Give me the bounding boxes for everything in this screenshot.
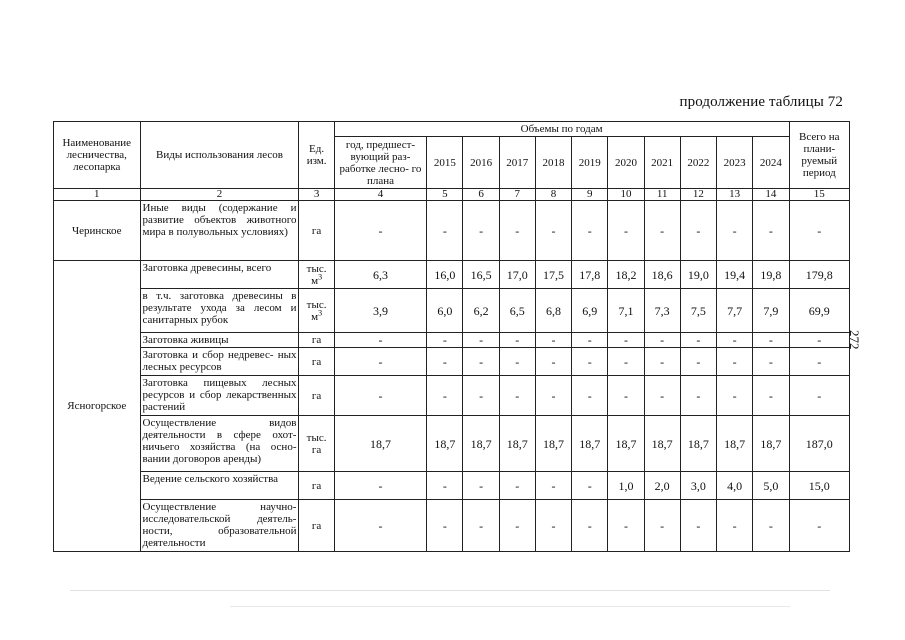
year-value: - <box>572 348 608 376</box>
table-row <box>54 500 850 552</box>
year-value: - <box>644 500 680 552</box>
year-value: 6,0 <box>427 289 463 333</box>
header-year: 2016 <box>463 137 499 189</box>
column-number: 11 <box>644 189 680 201</box>
unit <box>299 472 334 500</box>
year-value: - <box>535 500 571 552</box>
year-value: 18,7 <box>644 416 680 472</box>
table-row <box>54 201 850 261</box>
year-value: - <box>499 333 535 348</box>
year-value: - <box>680 348 716 376</box>
year-value: - <box>608 348 644 376</box>
year-value: - <box>680 500 716 552</box>
year-value: - <box>427 333 463 348</box>
column-number: 4 <box>334 189 427 201</box>
year-value: 6,3 <box>334 261 427 289</box>
table-row <box>54 333 850 348</box>
year-value: 3,0 <box>680 472 716 500</box>
header-year: 2015 <box>427 137 463 189</box>
year-value: - <box>717 500 753 552</box>
header-total: Всего на плани- руемый период <box>789 122 849 189</box>
year-value: - <box>717 201 753 261</box>
column-number-row <box>54 189 850 201</box>
year-value: - <box>608 333 644 348</box>
year-value: - <box>753 376 789 416</box>
column-number: 7 <box>499 189 535 201</box>
year-value: - <box>644 348 680 376</box>
year-value: - <box>535 201 571 261</box>
year-value: 18,7 <box>753 416 789 472</box>
unit-label: га <box>311 334 322 346</box>
year-value: 7,3 <box>644 289 680 333</box>
unit <box>299 289 334 333</box>
year-value: - <box>334 500 427 552</box>
year-value: 19,4 <box>717 261 753 289</box>
year-value: - <box>334 472 427 500</box>
header-year: 2021 <box>644 137 680 189</box>
column-number: 8 <box>535 189 571 201</box>
total-value: - <box>789 500 849 552</box>
year-value: - <box>753 201 789 261</box>
year-value: - <box>680 333 716 348</box>
year-value: - <box>535 348 571 376</box>
year-value: - <box>334 376 427 416</box>
use-type: Заготовка пищевых лесных ресурсов и сбор лекарственных растений <box>140 376 299 416</box>
year-value: - <box>717 376 753 416</box>
year-value: - <box>572 500 608 552</box>
unit-label: га <box>311 519 322 532</box>
year-value: - <box>753 500 789 552</box>
table-row <box>54 348 850 376</box>
column-number: 13 <box>717 189 753 201</box>
year-value: - <box>572 333 608 348</box>
year-value: 17,8 <box>572 261 608 289</box>
scan-artifact <box>230 606 790 607</box>
year-value: 7,9 <box>753 289 789 333</box>
year-value: - <box>463 333 499 348</box>
column-number: 5 <box>427 189 463 201</box>
year-value: 18,7 <box>334 416 427 472</box>
year-value: - <box>644 201 680 261</box>
column-number: 1 <box>54 189 141 201</box>
unit-superscript: 3 <box>318 271 323 281</box>
year-value: 18,7 <box>717 416 753 472</box>
total-value: 179,8 <box>789 261 849 289</box>
header-prev-year: год, предшест- вующий раз- работке лесно- го плана <box>334 137 427 189</box>
table-row <box>54 376 850 416</box>
year-value: - <box>753 333 789 348</box>
year-value: - <box>572 472 608 500</box>
year-value: - <box>572 201 608 261</box>
scan-artifact <box>70 590 830 591</box>
unit-label: га <box>311 355 322 368</box>
year-value: 1,0 <box>608 472 644 500</box>
year-value: 18,6 <box>644 261 680 289</box>
total-value: - <box>789 376 849 416</box>
year-value: 6,8 <box>535 289 571 333</box>
unit-label: тыс. м <box>306 298 327 323</box>
year-value: 7,1 <box>608 289 644 333</box>
year-value: - <box>572 376 608 416</box>
total-value: - <box>789 333 849 348</box>
use-type: Осуществление видов деятельности в сфере охот- ничьего хозяйства (на осно- вании договоров аренды) <box>140 416 299 472</box>
year-value: - <box>499 376 535 416</box>
year-value: 18,7 <box>463 416 499 472</box>
table-row <box>54 261 850 289</box>
year-value: - <box>717 348 753 376</box>
year-value: 6,2 <box>463 289 499 333</box>
table-body <box>54 201 850 552</box>
header-year: 2022 <box>680 137 716 189</box>
header-year: 2024 <box>753 137 789 189</box>
forestry-name: Ясногорское <box>54 261 141 552</box>
unit-label: тыс. м <box>306 262 327 287</box>
year-value: - <box>535 376 571 416</box>
year-value: - <box>644 333 680 348</box>
year-value: - <box>608 201 644 261</box>
year-value: - <box>608 500 644 552</box>
year-value: - <box>427 472 463 500</box>
column-number: 12 <box>680 189 716 201</box>
unit <box>299 333 334 348</box>
year-value: - <box>499 472 535 500</box>
column-number: 9 <box>572 189 608 201</box>
year-value: 18,2 <box>608 261 644 289</box>
year-value: - <box>427 376 463 416</box>
unit <box>299 261 334 289</box>
column-number: 3 <box>299 189 334 201</box>
year-value: - <box>680 376 716 416</box>
year-value: 18,7 <box>680 416 716 472</box>
year-value: - <box>499 348 535 376</box>
header-year: 2023 <box>717 137 753 189</box>
forestry-name: Черинское <box>54 201 141 261</box>
unit <box>299 376 334 416</box>
year-value: 5,0 <box>753 472 789 500</box>
year-value: 16,5 <box>463 261 499 289</box>
unit <box>299 500 334 552</box>
unit <box>299 416 334 472</box>
year-value: 6,5 <box>499 289 535 333</box>
year-value: 18,7 <box>608 416 644 472</box>
header-volumes-by-year: Объемы по годам <box>334 122 789 137</box>
table-caption: продолжение таблицы 72 <box>679 94 843 110</box>
column-number: 2 <box>140 189 299 201</box>
year-value: 7,5 <box>680 289 716 333</box>
year-value: 2,0 <box>644 472 680 500</box>
year-value: 18,7 <box>427 416 463 472</box>
year-value: 17,0 <box>499 261 535 289</box>
table-row <box>54 289 850 333</box>
header-year: 2018 <box>535 137 571 189</box>
table-row <box>54 416 850 472</box>
year-value: - <box>499 201 535 261</box>
year-value: 16,0 <box>427 261 463 289</box>
forest-use-table <box>53 121 850 552</box>
total-value: - <box>789 201 849 261</box>
use-type: Заготовка живицы <box>140 333 299 348</box>
year-value: 4,0 <box>717 472 753 500</box>
year-value: - <box>463 472 499 500</box>
year-value: - <box>463 201 499 261</box>
year-value: - <box>427 500 463 552</box>
year-value: - <box>680 201 716 261</box>
year-value: - <box>334 348 427 376</box>
use-type: Иные виды (содержание и развитие объектов животного мира в полувольных условиях) <box>140 201 299 261</box>
year-value: 18,7 <box>499 416 535 472</box>
year-value: - <box>463 348 499 376</box>
year-value: - <box>753 348 789 376</box>
table-header <box>54 122 850 201</box>
unit-label: га <box>311 389 322 402</box>
year-value: - <box>535 333 571 348</box>
total-value: 15,0 <box>789 472 849 500</box>
total-value: 187,0 <box>789 416 849 472</box>
column-number: 6 <box>463 189 499 201</box>
header-unit: Ед. изм. <box>299 122 334 189</box>
year-value: - <box>535 472 571 500</box>
year-value: 6,9 <box>572 289 608 333</box>
year-value: - <box>427 348 463 376</box>
year-value: 18,7 <box>535 416 571 472</box>
use-type: Заготовка древесины, всего <box>140 261 299 289</box>
year-value: 19,8 <box>753 261 789 289</box>
header-use-type: Виды использования лесов <box>140 122 299 189</box>
use-type: Осуществление научно- исследовательской деятель- ности, образовательной деятельности <box>140 500 299 552</box>
use-type: Ведение сельского хозяйства <box>140 472 299 500</box>
year-value: - <box>427 201 463 261</box>
use-type: в т.ч. заготовка древесины в результате ухода за лесом и санитарных рубок <box>140 289 299 333</box>
header-year: 2019 <box>572 137 608 189</box>
year-value: 18,7 <box>572 416 608 472</box>
unit-label: га <box>311 479 322 492</box>
year-value: - <box>644 376 680 416</box>
unit <box>299 348 334 376</box>
page-number: 272 <box>847 330 862 350</box>
year-value: - <box>334 201 427 261</box>
year-value: 3,9 <box>334 289 427 333</box>
year-value: - <box>334 333 427 348</box>
header-year: 2017 <box>499 137 535 189</box>
year-value: - <box>463 376 499 416</box>
year-value: - <box>499 500 535 552</box>
header-forestry: Наименование лесничества, лесопарка <box>54 122 141 189</box>
unit-superscript: 3 <box>318 307 323 317</box>
unit-label: тыс. га <box>306 431 327 456</box>
table-row <box>54 472 850 500</box>
header-year: 2020 <box>608 137 644 189</box>
column-number: 15 <box>789 189 849 201</box>
column-number: 14 <box>753 189 789 201</box>
year-value: 7,7 <box>717 289 753 333</box>
year-value: - <box>608 376 644 416</box>
use-type: Заготовка и сбор недревес- ных лесных ресурсов <box>140 348 299 376</box>
year-value: 17,5 <box>535 261 571 289</box>
year-value: 19,0 <box>680 261 716 289</box>
total-value: - <box>789 348 849 376</box>
total-value: 69,9 <box>789 289 849 333</box>
column-number: 10 <box>608 189 644 201</box>
year-value: - <box>717 333 753 348</box>
unit <box>299 201 334 261</box>
unit-label: га <box>311 224 322 237</box>
year-value: - <box>463 500 499 552</box>
